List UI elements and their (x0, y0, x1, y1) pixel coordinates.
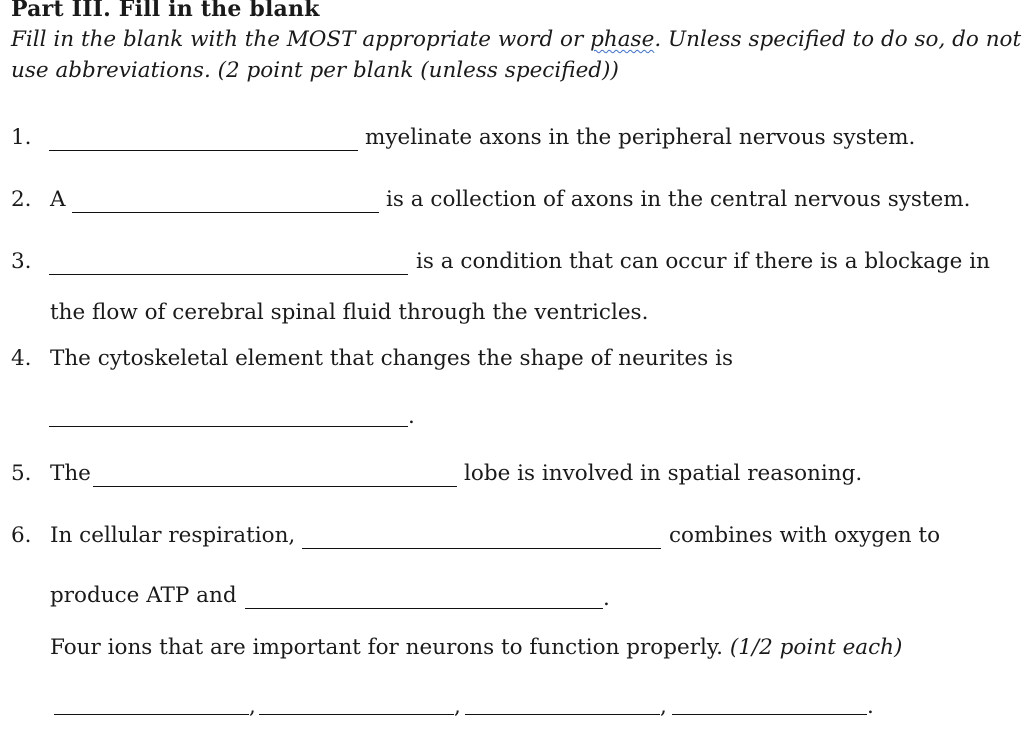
section-title: Part III. Fill in the blank (11, 0, 320, 22)
question-1-blank[interactable] (49, 150, 358, 151)
ions-question (50, 635, 902, 660)
ions-question-text: Four ions that are important for neurons to function properly. (50, 635, 730, 660)
misspelled-word: phase (590, 27, 655, 52)
question-6-number: 6. (11, 523, 32, 548)
ions-period: . (867, 694, 874, 719)
question-6-blank-2[interactable] (245, 608, 603, 609)
ions-points: (1/2 point each) (729, 635, 903, 660)
question-6-text-continued: produce ATP and (50, 583, 237, 608)
question-4-blank[interactable] (49, 426, 408, 427)
question-5-prefix: The (50, 461, 91, 486)
instructions-line-1 (11, 24, 1021, 55)
question-2-prefix: A (50, 187, 66, 212)
ion-blank-1[interactable] (54, 714, 249, 715)
question-3-text-continued: the flow of cerebral spinal fluid through the ventricles. (50, 300, 649, 325)
ion-blank-4[interactable] (672, 714, 867, 715)
ion-separator-3: , (660, 694, 667, 719)
question-2-text: is a collection of axons in the central nervous system. (386, 187, 971, 212)
ion-blank-3[interactable] (465, 714, 660, 715)
question-4-text: The cytoskeletal element that changes the shape of neurites is (50, 346, 734, 371)
question-3-text: is a condition that can occur if there is a blockage in (416, 249, 990, 274)
question-4-number: 4. (11, 346, 32, 371)
question-5-blank[interactable] (93, 486, 457, 487)
instructions-text-post: . Unless specified to do so, do not (654, 27, 1022, 52)
ion-separator-2: , (454, 694, 461, 719)
question-6-blank-1[interactable] (302, 548, 661, 549)
question-6-period: . (603, 586, 610, 611)
ion-separator-1: , (249, 694, 256, 719)
instructions-line-2: use abbreviations. (2 point per blank (unless specified)) (11, 58, 619, 83)
question-6-prefix: In cellular respiration, (50, 523, 296, 548)
question-2-blank[interactable] (72, 212, 379, 213)
instructions-text-pre: Fill in the blank with the MOST appropriate word or (11, 27, 591, 52)
ion-blank-2[interactable] (259, 714, 454, 715)
question-3-blank[interactable] (49, 274, 408, 275)
question-6-text: combines with oxygen to (669, 523, 941, 548)
question-5-text: lobe is involved in spatial reasoning. (464, 461, 863, 486)
question-5-number: 5. (11, 461, 32, 486)
question-2-number: 2. (11, 187, 32, 212)
question-1-number: 1. (11, 125, 32, 150)
question-1-text: myelinate axons in the peripheral nervous system. (365, 125, 916, 150)
question-4-period: . (408, 404, 415, 429)
question-3-number: 3. (11, 249, 32, 274)
